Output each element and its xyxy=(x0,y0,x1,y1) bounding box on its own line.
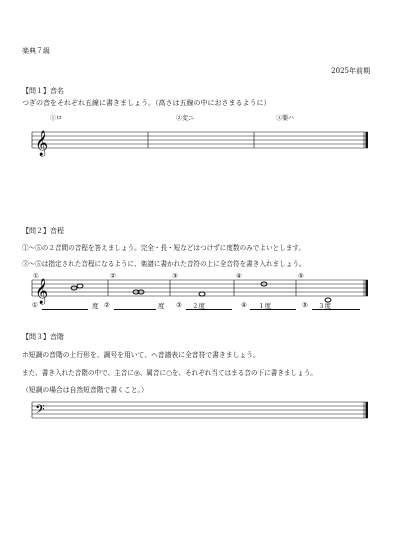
answer-blank-2[interactable] xyxy=(114,309,156,310)
treble-clef-icon: 𝄞 xyxy=(35,279,49,304)
measure-num-1: ① xyxy=(33,272,39,280)
measure-num-4: ④ xyxy=(236,272,242,280)
answer-suffix-2: 度 xyxy=(158,302,165,310)
answer-text-4: １度 xyxy=(258,302,271,310)
note-m1-b xyxy=(77,284,83,288)
final-barline xyxy=(366,132,369,148)
note-m3 xyxy=(199,292,205,296)
q1-item-3: ③嬰ハ xyxy=(276,115,295,122)
q2-title: 【問２】音程 xyxy=(22,227,64,235)
answer-num-5: ⑤ xyxy=(302,301,308,309)
answer-line-3 xyxy=(186,309,232,310)
answer-num-4: ④ xyxy=(241,301,247,309)
measure-num-5: ⑤ xyxy=(298,272,304,280)
answer-blank-1[interactable] xyxy=(42,309,88,310)
measure-numbers xyxy=(33,272,304,280)
q1-instruction: つぎの音をそれぞれ五線に書きましょう。（高さは五線の中におさまるように） xyxy=(22,99,271,107)
staff-lines xyxy=(32,402,368,418)
answer-num-2: ② xyxy=(104,301,110,309)
answer-suffix-1: 度 xyxy=(92,302,99,310)
q1-item-1: ①ロ xyxy=(50,115,63,122)
answer-text-3: ２度 xyxy=(192,302,205,310)
q1-staff[interactable] xyxy=(30,124,370,164)
answer-line-5 xyxy=(312,309,360,310)
answer-text-5: ３度 xyxy=(318,302,331,310)
q2-line1: ①～⑤の２音間の音程を答えましょう。完全・長・短などはつけずに度数のみでよいとします。 xyxy=(22,244,306,252)
q3-title: 【問３】音階 xyxy=(22,333,64,341)
staff-lines xyxy=(32,132,368,148)
q1-title: 【問１】音名 xyxy=(22,87,64,95)
answer-num-1: ① xyxy=(32,301,38,309)
q2-line2: ③～⑤は指定された音程になるように、楽譜に書かれた音符の上に全音符を書き入れましょう。 xyxy=(22,260,306,268)
grade-label: 楽典７級 xyxy=(22,47,50,55)
q3-line2: また、書き入れた音階の中で、主音に◎、属音に○を、それぞれ当てはまる音の下に書きましょう。 xyxy=(22,369,317,377)
q1-item-2: ②変ニ xyxy=(176,115,195,122)
answer-line-4 xyxy=(250,309,296,310)
final-barline xyxy=(366,280,369,296)
measure-num-3: ③ xyxy=(172,272,178,280)
final-barline xyxy=(366,402,369,418)
measure-num-2: ② xyxy=(110,272,116,280)
treble-clef-icon: 𝄞 xyxy=(35,131,49,156)
q2-staff[interactable] xyxy=(30,272,370,328)
q3-bass-staff[interactable] xyxy=(30,394,370,434)
q3-line3: （短調の場合は自然短音階で書くこと。） xyxy=(22,386,148,394)
term-label: 2025年前期 xyxy=(331,67,370,75)
bass-clef-icon: 𝄢 xyxy=(35,402,45,420)
answer-num-3: ③ xyxy=(176,301,182,309)
q3-line1: ホ短調の音階の上行形を、調号を用いて、ヘ音譜表に全音符で書きましょう。 xyxy=(22,351,260,359)
